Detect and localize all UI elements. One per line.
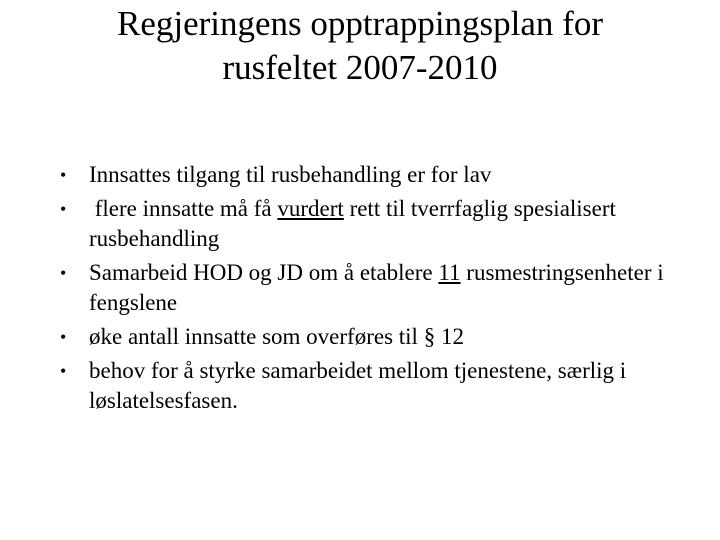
bullet-icon: • xyxy=(60,263,67,283)
bullet-icon: • xyxy=(60,165,67,185)
bullet-underlined-text: vurdert xyxy=(277,196,344,221)
bullet-item-1 xyxy=(0,160,720,190)
bullet-item-2 xyxy=(0,194,720,254)
bullet-item-5 xyxy=(0,356,720,416)
bullet-underlined-text: 11 xyxy=(438,260,461,285)
bullet-text: rusmestringsenheter i fengslene xyxy=(89,260,670,315)
title-line-2: rusfeltet 2007-2010 xyxy=(222,48,498,87)
bullet-text: Samarbeid HOD og JD om å etablere xyxy=(89,260,439,285)
bullet-text: øke antall innsatte som overføres til § 12 xyxy=(89,324,464,349)
slide-title xyxy=(60,2,660,90)
bullet-item-4 xyxy=(0,322,720,352)
bullet-list xyxy=(0,160,720,420)
bullet-icon: • xyxy=(60,361,67,381)
bullet-text: behov for å styrke samarbeidet mellom tjenestene, særlig i løslatelsesfasen. xyxy=(89,358,627,413)
bullet-icon: • xyxy=(60,199,67,219)
bullet-text: Innsattes tilgang til rusbehandling er for lav xyxy=(89,162,492,187)
title-line-1: Regjeringens opptrappingsplan for xyxy=(116,4,603,43)
bullet-item-3 xyxy=(0,258,720,318)
bullet-text: rett til tverrfaglig spesialisert rusbehandling xyxy=(89,196,622,251)
bullet-icon: • xyxy=(60,327,67,347)
bullet-text: flere innsatte må få xyxy=(89,196,278,221)
